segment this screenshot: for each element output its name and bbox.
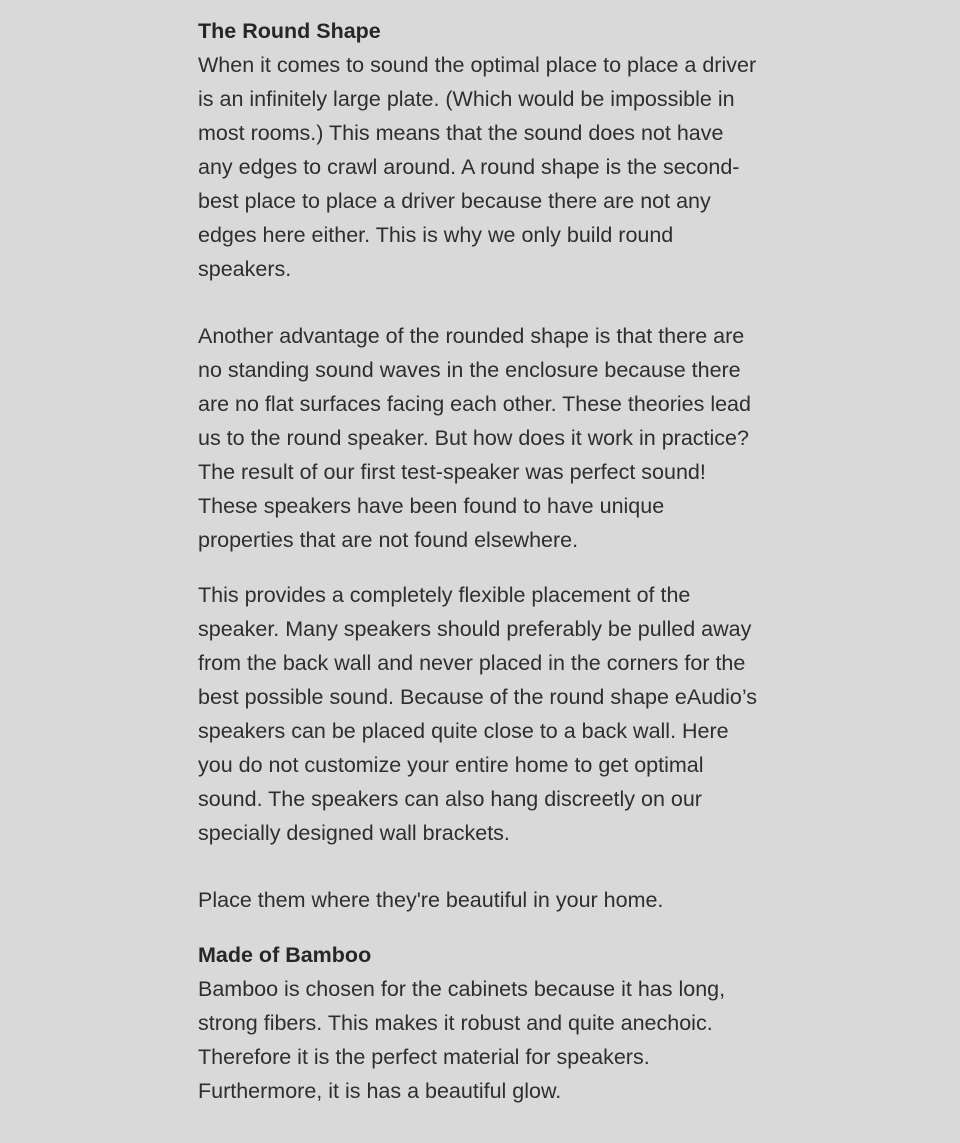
text-line: any edges to crawl around. A round shape is the second- — [198, 155, 740, 179]
text-line: Furthermore, it is has a beautiful glow. — [198, 1079, 562, 1103]
text-line: These speakers have been found to have unique — [198, 494, 665, 518]
text-line: strong fibers. This makes it robust and quite anechoic. — [198, 1011, 713, 1035]
text-line: is an infinitely large plate. (Which would be impossible in — [198, 87, 735, 111]
text-line: are no flat surfaces facing each other. These theories lead — [198, 392, 751, 416]
text-line: speakers. — [198, 257, 292, 281]
text-line: The result of our first test-speaker was perfect sound! — [198, 460, 706, 484]
paragraph-optimal-placement — [198, 48, 798, 286]
text-line: Therefore it is the perfect material for speakers. — [198, 1045, 650, 1069]
section-heading-bamboo: Made of Bamboo — [198, 943, 372, 967]
paragraph-rounded-advantage — [198, 319, 798, 557]
text-line: no standing sound waves in the enclosure because there — [198, 358, 741, 382]
text-line: you do not customize your entire home to get optimal — [198, 753, 704, 777]
text-line: This provides a completely flexible placement of the — [198, 583, 691, 607]
text-line: Place them where they're beautiful in your home. — [198, 888, 664, 912]
text-line: speaker. Many speakers should preferably be pulled away — [198, 617, 752, 641]
text-line: Another advantage of the rounded shape is that there are — [198, 324, 745, 348]
paragraph-bamboo — [198, 972, 798, 1108]
text-line: sound. The speakers can also hang discreetly on our — [198, 787, 702, 811]
text-line: properties that are not found elsewhere. — [198, 528, 579, 552]
text-line: specially designed wall brackets. — [198, 821, 510, 845]
article-body — [198, 14, 798, 1108]
text-line: When it comes to sound the optimal place to place a driver — [198, 53, 757, 77]
text-line: best place to place a driver because there are not any — [198, 189, 711, 213]
text-line: edges here either. This is why we only build round — [198, 223, 674, 247]
text-line: best possible sound. Because of the round shape eAudio’s — [198, 685, 757, 709]
text-line: us to the round speaker. But how does it work in practice? — [198, 426, 749, 450]
text-line: most rooms.) This means that the sound does not have — [198, 121, 724, 145]
text-line: from the back wall and never placed in the corners for the — [198, 651, 746, 675]
paragraph-flexible-placement — [198, 578, 798, 850]
text-line: speakers can be placed quite close to a back wall. Here — [198, 719, 729, 743]
text-line: Bamboo is chosen for the cabinets because it has long, — [198, 977, 726, 1001]
paragraph-place-them — [198, 883, 798, 917]
section-heading-round-shape: The Round Shape — [198, 19, 381, 43]
